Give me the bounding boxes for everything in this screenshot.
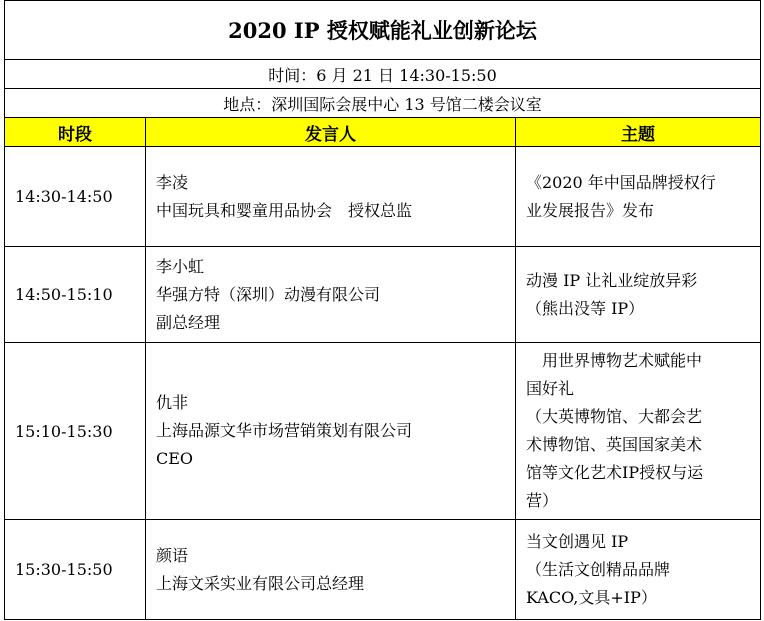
row-time: 14:50-15:10 xyxy=(5,247,146,343)
topic-line: 馆等文化艺术IP授权与运 xyxy=(526,463,704,482)
topic-line: 《2020 年中国品牌授权行 xyxy=(526,172,716,192)
topic-line: 营） xyxy=(526,491,559,510)
speaker-company: 上海品源文华市场营销策划有限公司 xyxy=(156,421,413,440)
row-topic xyxy=(516,343,761,520)
topic-line: 当文创遇见 IP xyxy=(526,531,629,551)
topic-line: 术博物馆、英国国家美术 xyxy=(526,435,703,454)
agenda-table xyxy=(4,0,761,620)
topic-line: （熊出没等 IP） xyxy=(526,298,645,318)
topic-line: 业发展报告》发布 xyxy=(526,200,655,220)
event-location: 地点：深圳国际会展中心 13 号馆二楼会议室 xyxy=(5,89,761,118)
row-topic xyxy=(516,247,761,343)
header-speaker: 发言人 xyxy=(146,118,516,147)
speaker-title: 中国玩具和婴童用品协会 授权总监 xyxy=(156,200,413,220)
topic-line: KACO,文具+IP） xyxy=(526,587,657,607)
row-topic xyxy=(516,147,761,247)
agenda-title: 2020 IP 授权赋能礼业创新论坛 xyxy=(5,1,761,60)
speaker-title: CEO xyxy=(156,449,194,468)
table-header-row xyxy=(5,118,761,147)
table-row xyxy=(5,247,761,343)
speaker-name: 李小虹 xyxy=(156,256,205,276)
row-speaker xyxy=(146,147,516,247)
header-topic: 主题 xyxy=(516,118,761,147)
speaker-name: 李凌 xyxy=(156,172,189,192)
row-speaker xyxy=(146,520,516,620)
speaker-name: 仇非 xyxy=(156,393,189,412)
speaker-title: 副总经理 xyxy=(156,312,221,332)
row-topic xyxy=(516,520,761,620)
header-period: 时段 xyxy=(5,118,146,147)
row-speaker xyxy=(146,247,516,343)
topic-line: 动漫 IP 让礼业绽放异彩 xyxy=(526,270,698,290)
table-row xyxy=(5,343,761,520)
row-time: 14:30-14:50 xyxy=(5,147,146,247)
table-row xyxy=(5,147,761,247)
row-speaker xyxy=(146,343,516,520)
speaker-company: 上海文采实业有限公司总经理 xyxy=(156,573,365,593)
topic-line: （生活文创精品品牌 xyxy=(526,559,671,579)
topic-line: 国好礼 xyxy=(526,379,575,398)
speaker-company: 华强方特（深圳）动漫有限公司 xyxy=(156,284,381,304)
topic-line: （大英博物馆、大都会艺 xyxy=(526,407,703,426)
row-time: 15:30-15:50 xyxy=(5,520,146,620)
speaker-name: 颜语 xyxy=(156,545,189,565)
event-time: 时间：6 月 21 日 14:30-15:50 xyxy=(5,60,761,89)
table-row xyxy=(5,520,761,620)
row-time: 15:10-15:30 xyxy=(5,343,146,520)
topic-line: 用世界博物艺术赋能中 xyxy=(526,351,703,370)
